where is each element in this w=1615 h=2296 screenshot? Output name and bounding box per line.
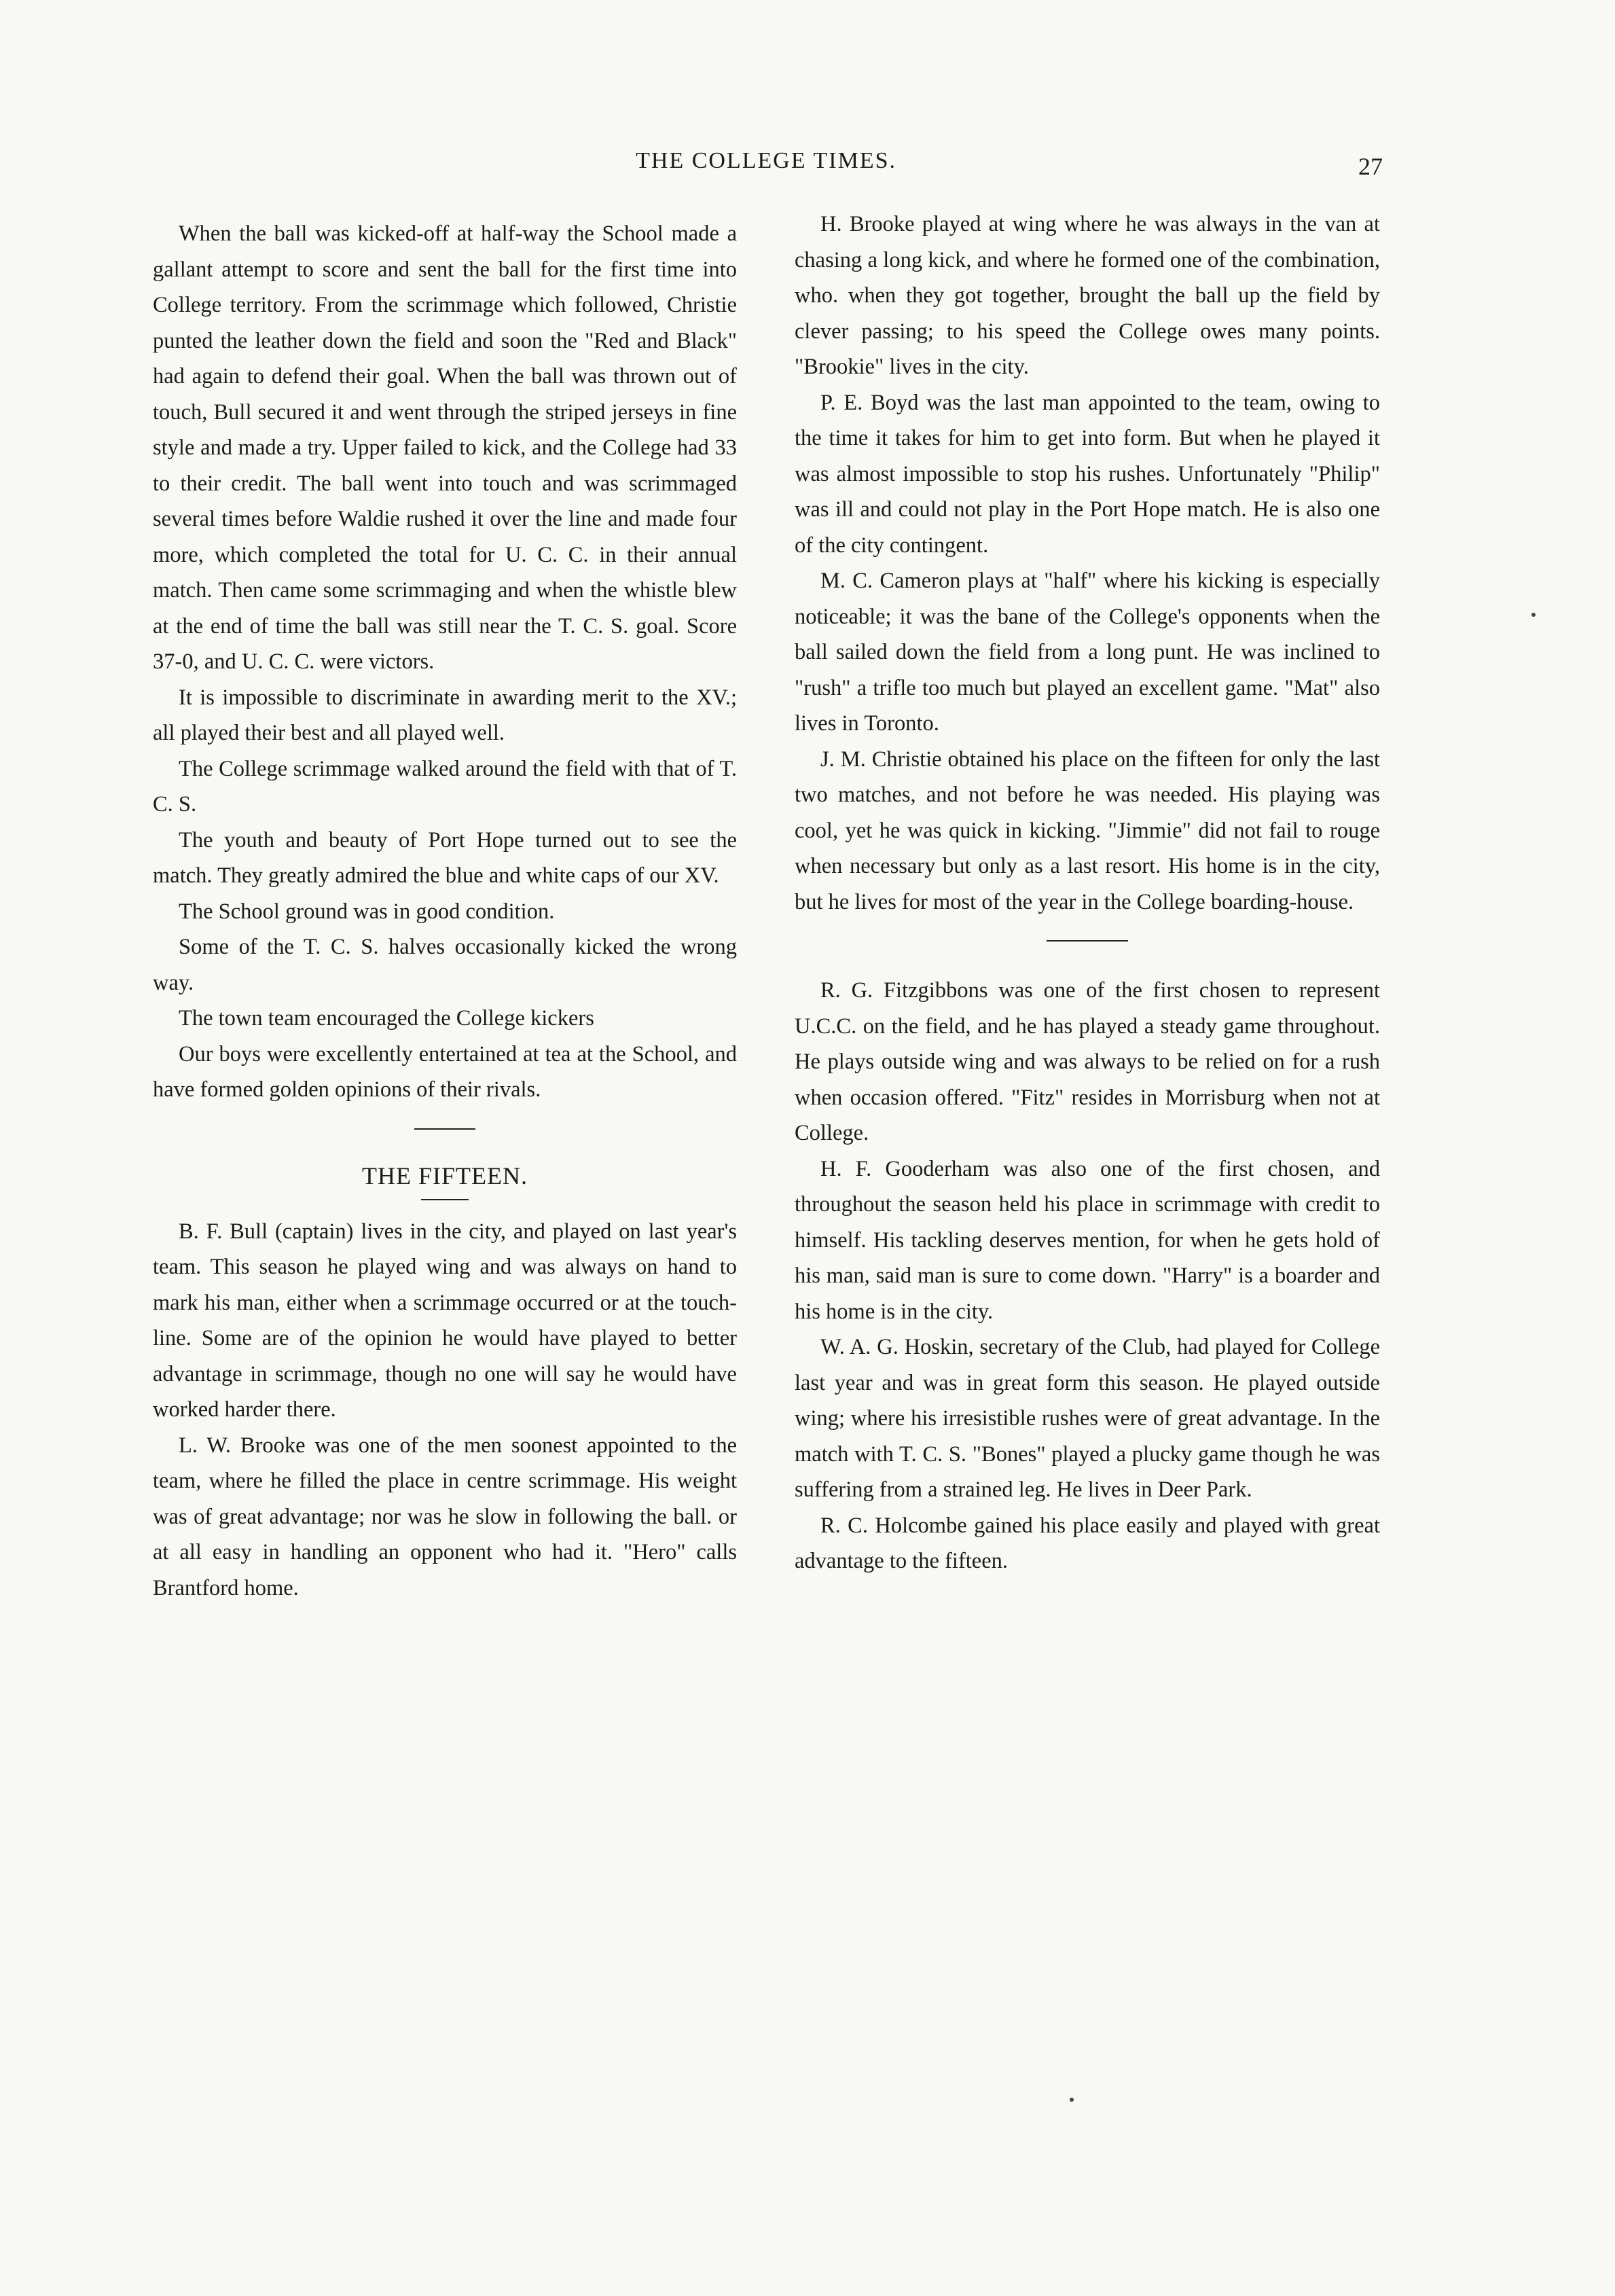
paragraph: The youth and beauty of Port Hope turned out to see the match. They greatly admired the blue and white caps of our XV. [153,827,737,888]
paragraph: J. M. Christie obtained his place on the fifteen for only the last two matches, and not before he was needed. His playing was cool, yet he was quick in kicking. "Jimmie" did not fail to rouge when necessary but only as a last resort. His home is in the city, but he lives for most of the year in the College boarding-house. [795,747,1380,914]
paragraph: When the ball was kicked-off at half-way the School made a gallant attempt to score and sent the ball for the first time into College territory. From the scrimmage which followed, Christie punted the leather down the field and soon the "Red and Black" had again to defend their goal. When the ball was thrown out of touch, Bull secured it and went through the striped jerseys in fine style and made a try. Upper failed to kick, and the College had 33 to their credit. The ball went into touch and was scrimmaged several times before Waldie rushed it over the line and made four more, which completed the total for U. C. C. in their annual match. Then came some scrimmaging and when the whistle blew at the end of time the ball was still near the T. C. S. goal. Score 37-0, and U. C. C. were victors. [153,221,737,674]
paragraph: Our boys were excellently entertained at tea at the School, and have formed golden opinions of their rivals. [153,1041,737,1102]
paragraph: H. F. Gooderham was also one of the first chosen, and throughout the season held his place in scrimmage with credit to himself. His tackling deserves mention, for when he gets hold of his man, said man is sure to come down. "Harry" is a boarder and his home is in the city. [795,1156,1380,1324]
paragraph: R. C. Holcombe gained his place easily and played with great advantage to the fifteen. [795,1513,1380,1573]
paragraph: It is impossible to discriminate in awarding merit to the XV.; all played their best and all played well. [153,685,737,745]
section-divider [1047,940,1128,941]
stray-mark [1531,613,1536,617]
right-column [795,207,1380,1579]
page-header [0,148,1615,189]
paragraph: The town team encouraged the College kickers [179,1006,594,1030]
left-column [153,216,737,1606]
paragraph: R. G. Fitzgibbons was one of the first chosen to represent U.C.C. on the field, and he has played a steady game throughout. He plays outside wing and was always to be relied on for a rush when occasion offered. "Fitz" resides in Morrisburg when not at College. [795,978,1380,1145]
paragraph: L. W. Brooke was one of the men soonest appointed to the team, where he filled the place in centre scrimmage. His weight was of great advantage; nor was he slow in following the ball. or at all easy in handling an opponent who had it. "Hero" calls Brantford home. [153,1433,737,1600]
section-divider [414,1128,475,1130]
heading-underline [421,1199,469,1200]
paragraph: P. E. Boyd was the last man appointed to the team, owing to the time it takes for him to get into form. But when he played it was almost impossible to stop his rushes. Unfortunately "Philip" was ill and could not play in the Port Hope match. He is also one of the city contingent. [795,390,1380,558]
running-title: THE COLLEGE TIMES. [636,148,896,173]
paragraph: The School ground was in good condition. [179,899,555,924]
paragraph: M. C. Cameron plays at "half" where his kicking is especially noticeable; it was the bane of the College's opponents when the ball sailed down the field from a long punt. He was inclined to "rush" a trifle too much but played an excellent game. "Mat" also lives in Toronto. [795,569,1380,736]
paragraph: W. A. G. Hoskin, secretary of the Club, had played for College last year and was in great form this season. He played outside wing; where his irresistible rushes were of great advantage. In the match with T. C. S. "Bones" played a plucky game though he was suffering from a strained leg. He lives in Deer Park. [795,1335,1380,1502]
paragraph: Some of the T. C. S. halves occasionally kicked the wrong way. [153,935,737,995]
paragraph: The College scrimmage walked around the field with that of T. C. S. [153,756,737,817]
paragraph: H. Brooke played at wing where he was always in the van at chasing a long kick, and where he formed one of the combination, who. when they got together, brought the ball up the field by clever passing; to his speed the College owes many points. "Brookie" lives in the city. [795,212,1380,379]
stray-mark [1070,2098,1074,2102]
paragraph: B. F. Bull (captain) lives in the city, and played on last year's team. This season he played wing and was always on hand to mark his man, either when a scrimmage occurred or at the touch-line. Some are of the opinion he would have played to better advantage in scrimmage, though no one will say he would have worked harder there. [153,1219,737,1422]
section-heading: THE FIFTEEN. [362,1162,528,1189]
page-number: 27 [1358,153,1383,180]
